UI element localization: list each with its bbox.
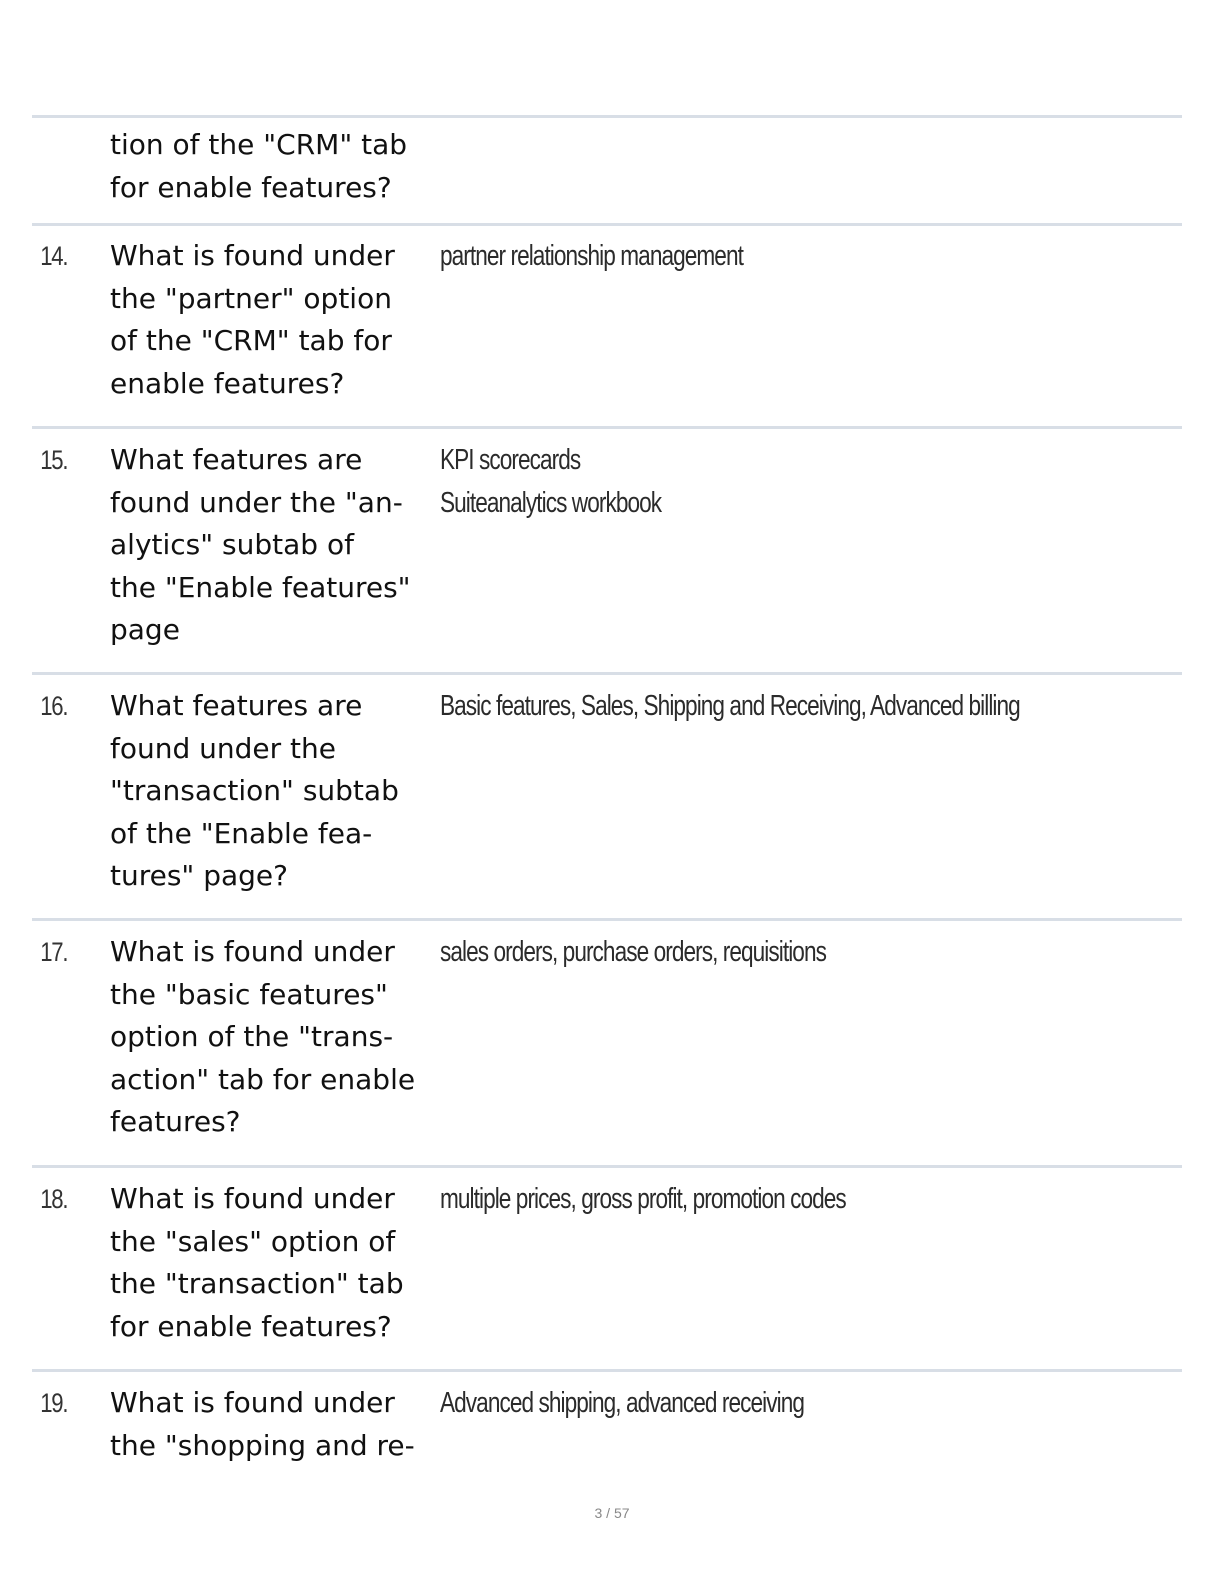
row-number: 15. xyxy=(40,445,68,475)
row-answer: sales orders, purchase orders, requisitions xyxy=(440,936,826,968)
row-number: 18. xyxy=(40,1184,68,1214)
row-number: 16. xyxy=(40,691,68,721)
table-row xyxy=(32,1165,1182,1369)
row-question: What is found under the "shopping and re- xyxy=(110,1386,415,1462)
row-answer: KPI scorecards Suiteanalytics workbook xyxy=(440,444,662,519)
table-row xyxy=(32,426,1182,672)
row-answer: Basic features, Sales, Shipping and Receiving, Advanced billing xyxy=(440,690,1020,722)
row-question: What features are found under the "transaction" subtab of the "Enable fea- tures" page? xyxy=(110,689,399,892)
row-number: 19. xyxy=(40,1388,68,1418)
row-number: 17. xyxy=(40,937,68,967)
table-row xyxy=(32,672,1182,918)
row-question: What is found under the "sales" option of the "transaction" tab for enable features? xyxy=(110,1182,404,1343)
table-row xyxy=(32,223,1182,426)
row-answer: Advanced shipping, advanced receiving xyxy=(440,1387,805,1419)
row-question: What is found under the "partner" option of the "CRM" tab for enable features? xyxy=(110,239,395,400)
row-answer: partner relationship management xyxy=(440,240,743,272)
qa-table xyxy=(32,115,1182,1482)
row-question: What features are found under the "an- alytics" subtab of the "Enable features" page xyxy=(110,443,411,646)
page-indicator: 3 / 57 xyxy=(594,1505,630,1521)
row-answer: multiple prices, gross profit, promotion codes xyxy=(440,1183,846,1215)
table-row xyxy=(32,115,1182,223)
table-row xyxy=(32,918,1182,1165)
row-number: 14. xyxy=(40,241,68,271)
row-question: tion of the "CRM" tab for enable features? xyxy=(110,128,408,204)
row-question: What is found under the "basic features" option of the "trans- action" tab for enable features? xyxy=(110,935,416,1138)
table-row xyxy=(32,1369,1182,1482)
